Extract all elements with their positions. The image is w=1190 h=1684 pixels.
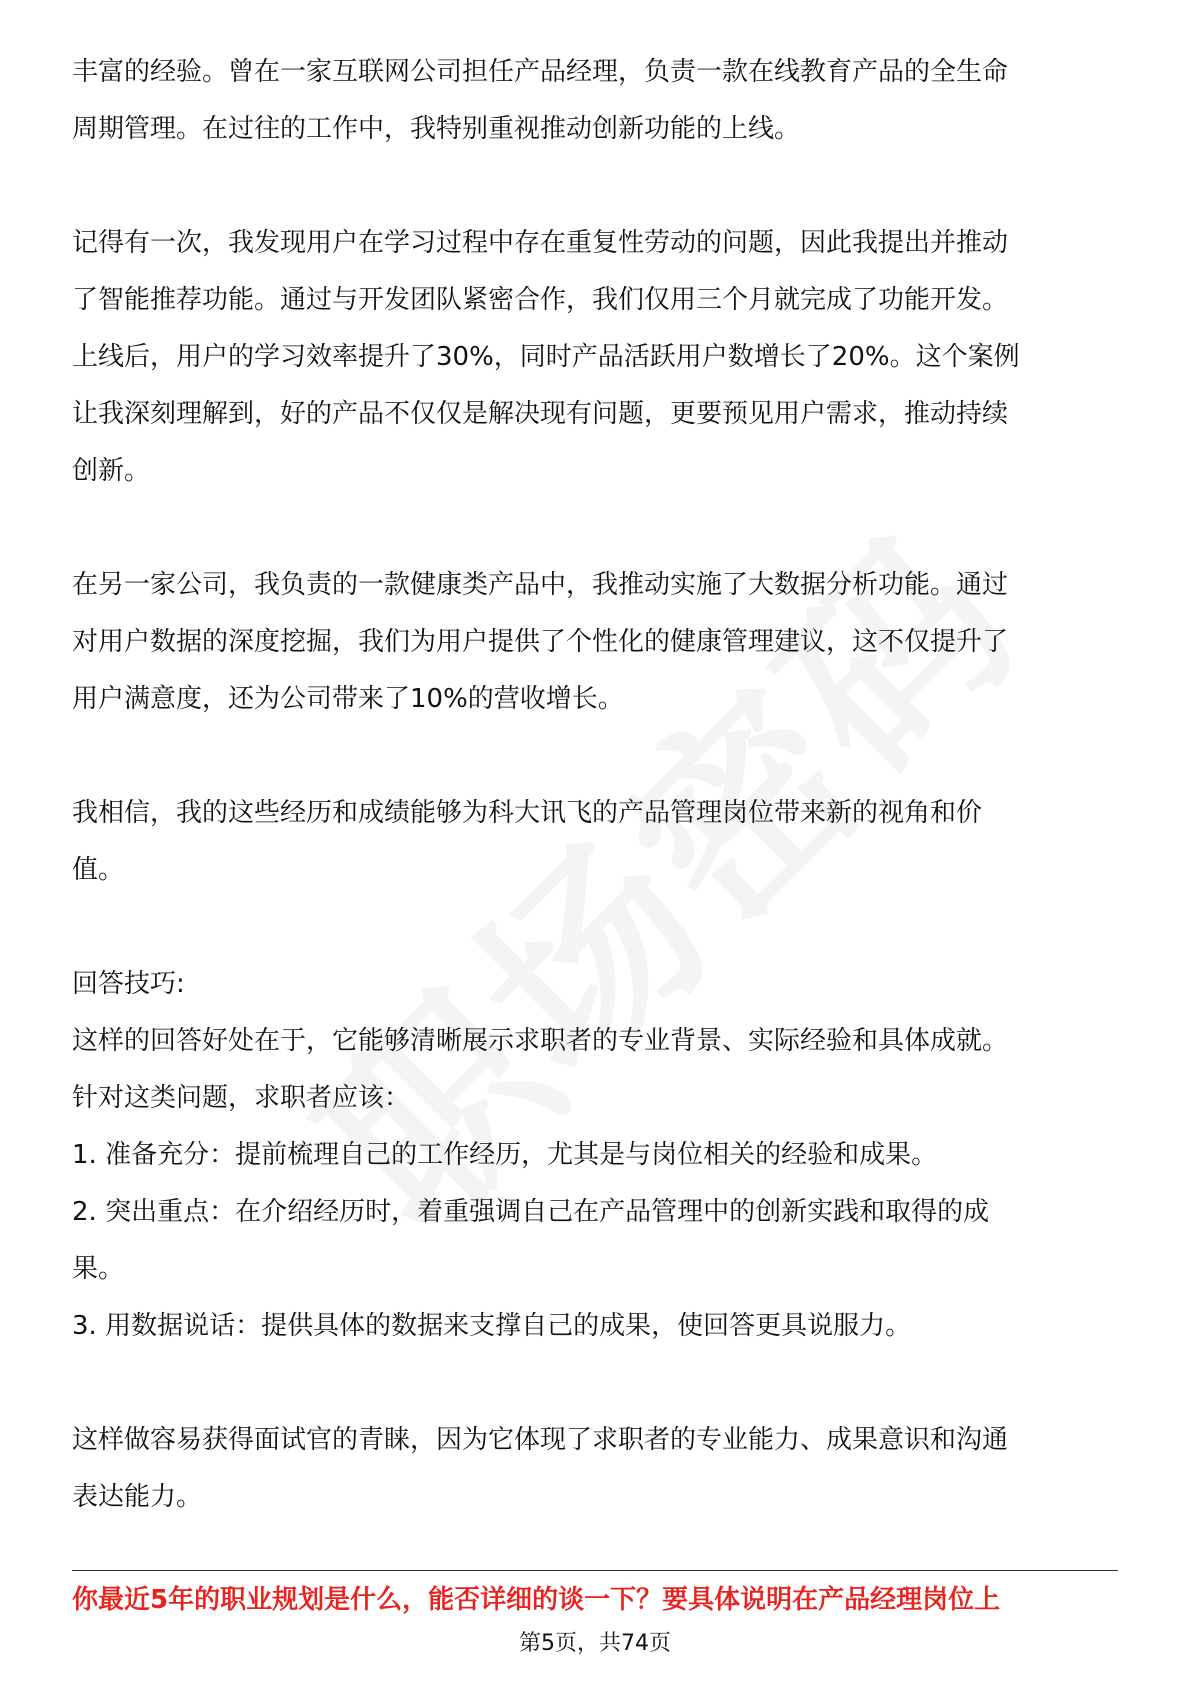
paragraph-line: 丰富的经验。曾在一家互联网公司担任产品经理，负责一款在线教育产品的全生命 [72,57,1009,87]
paragraph-line: 这样的回答好处在于，它能够清晰展示求职者的专业背景、实际经验和具体成就。 [72,1026,1009,1056]
paragraph-gap [72,899,1118,956]
paragraph-line: 上线后，用户的学习效率提升了30%，同时产品活跃用户数增长了20%。这个案例 [72,342,1020,372]
paragraph-gap [72,728,1118,785]
paragraph-line: 我相信，我的这些经历和成绩能够为科大讯飞的产品管理岗位带来新的视角和价 [72,798,983,828]
page-number: 第5页，共74页 [519,1631,671,1656]
paragraph-line: 让我深刻理解到，好的产品不仅仅是解决现有问题，更要预见用户需求，推动持续 [72,399,1009,429]
paragraph-line: 这样做容易获得面试官的青睐，因为它体现了求职者的专业能力、成果意识和沟通 [72,1425,1009,1455]
list-item-continuation: 果。 [72,1254,125,1284]
paragraph-line: 值。 [72,855,125,885]
paragraph-gap [72,158,1118,215]
list-item: 3. 用数据说话：提供具体的数据来支撑自己的成果，使回答更具说服力。 [72,1311,912,1341]
paragraph-line: 创新。 [72,456,151,486]
paragraph-line: 针对这类问题，求职者应该： [72,1083,411,1113]
list-item: 1. 准备充分：提前梳理自己的工作经历，尤其是与岗位相关的经验和成果。 [72,1140,938,1170]
paragraph-gap [72,500,1118,557]
paragraph-line: 记得有一次，我发现用户在学习过程中存在重复性劳动的问题，因此我提出并推动 [72,228,1009,258]
paragraph-line: 用户满意度，还为公司带来了10%的营收增长。 [72,684,624,714]
list-item: 2. 突出重点：在介绍经历时，着重强调自己在产品管理中的创新实践和取得的成 [72,1197,990,1227]
page-body [72,44,1118,1526]
paragraph-line: 在另一家公司，我负责的一款健康类产品中，我推动实施了大数据分析功能。通过 [72,570,1009,600]
paragraph-line: 周期管理。在过往的工作中，我特别重视推动创新功能的上线。 [72,114,801,144]
tips-heading: 回答技巧: [72,969,185,999]
paragraph-line: 对用户数据的深度挖掘，我们为用户提供了个性化的健康管理建议，这不仅提升了 [72,627,1009,657]
paragraph-line: 表达能力。 [72,1482,203,1512]
paragraph-line: 了智能推荐功能。通过与开发团队紧密合作，我们仅用三个月就完成了功能开发。 [72,285,1009,315]
next-question-heading: 你最近5年的职业规划是什么，能否详细的谈一下？要具体说明在产品经理岗位上 [72,1585,1001,1615]
paragraph-gap [72,1355,1118,1412]
section-divider [72,1570,1118,1571]
